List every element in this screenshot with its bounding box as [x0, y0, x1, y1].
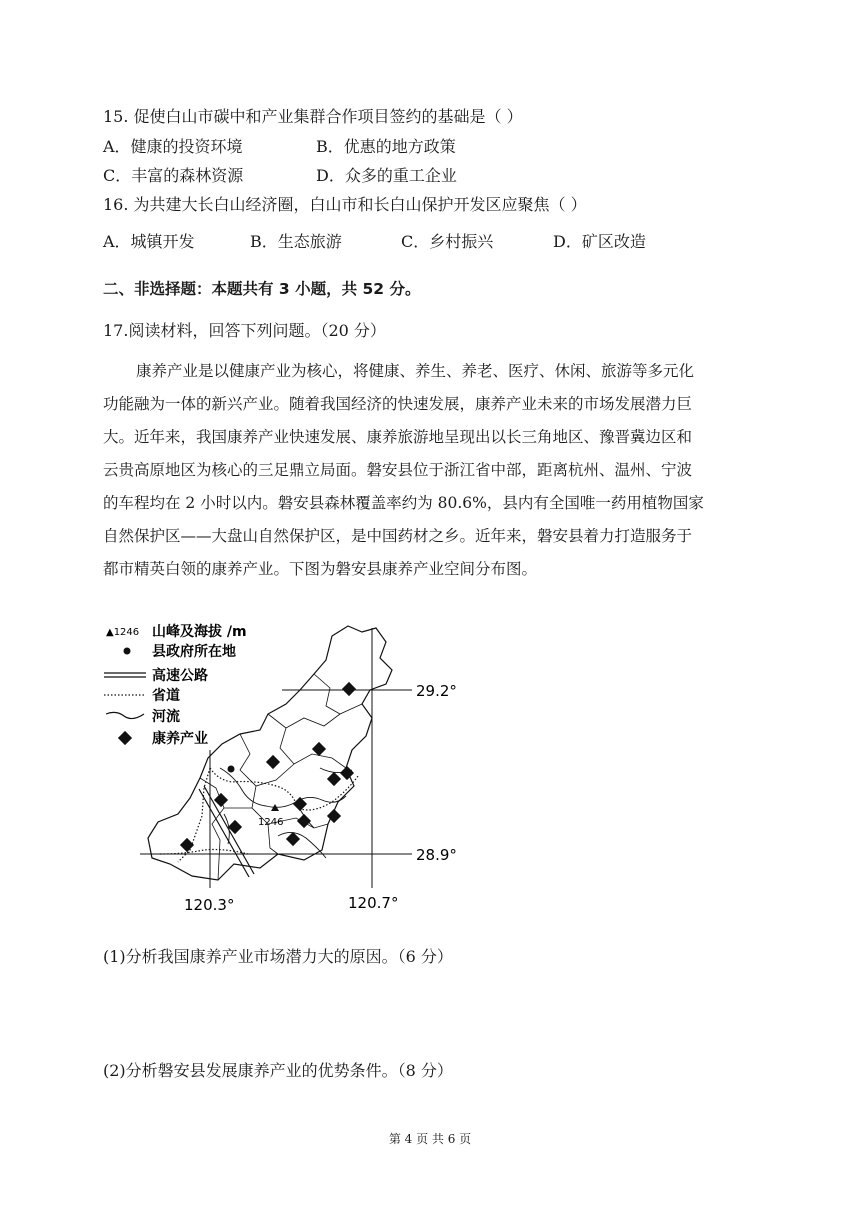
page-number: 第 4 页 共 6 页	[388, 1132, 472, 1146]
health-industry-marker	[297, 814, 311, 828]
river-icon	[106, 712, 144, 718]
health-industry-marker	[340, 766, 354, 780]
health-industry-marker	[327, 772, 341, 786]
lon-label-120-3: 120.3°	[184, 896, 235, 914]
q16-stem: 16. 为共建大长白山经济圈，白山市和长白山保护开发区应聚焦（ ）	[103, 195, 587, 214]
legend-expressway: 高速公路	[152, 668, 208, 684]
lat-label-29-2: 29.2°	[416, 682, 457, 700]
legend-peak-label: 山峰及海拔 /m	[152, 624, 247, 640]
health-industry-marker	[180, 838, 194, 852]
lon-label-120-7: 120.7°	[348, 894, 399, 912]
health-industry-marker	[312, 742, 326, 756]
q15-option-b: B．优惠的地方政策	[316, 137, 456, 156]
q17-material	[103, 355, 773, 586]
legend-provincial-road: 省道	[152, 688, 180, 704]
county-seat-marker	[228, 766, 235, 773]
health-industry-marker	[293, 797, 307, 811]
q16-option-c: C．乡村振兴	[401, 232, 494, 251]
legend-peak-symbol: ▲1246	[106, 627, 140, 638]
health-industry-icon	[118, 731, 132, 745]
q16-option-a: A．城镇开发	[103, 232, 195, 251]
health-industry-marker	[266, 755, 280, 769]
section-title: 二、非选择题：本题共有 3 小题，共 52 分。	[103, 280, 421, 298]
q17-sub2: (2)分析磐安县发展康养产业的优势条件。（8 分）	[103, 1061, 453, 1080]
peak-elevation-label: 1246	[258, 817, 284, 828]
q17-sub1: (1)分析我国康养产业市场潜力大的原因。（6 分）	[103, 947, 453, 966]
health-industry-marker	[214, 793, 228, 807]
q15-option-a: A．健康的投资环境	[103, 137, 243, 156]
material-line: 自然保护区——大盘山自然保护区，是中国药材之乡。近年来，磐安县着力打造服务于	[103, 527, 693, 545]
q16-option-d: D．矿区改造	[553, 232, 646, 251]
material-line: 功能融为一体的新兴产业。随着我国经济的快速发展，康养产业未来的市场发展潜力巨	[103, 395, 693, 413]
material-line: 的车程均在 2 小时以内。磐安县森林覆盖率约为 80.6%，县内有全国唯一药用植物国家	[103, 494, 704, 512]
map-legend	[104, 623, 247, 747]
material-line: 都市精英白领的康养产业。下图为磐安县康养产业空间分布图。	[103, 560, 538, 578]
material-line: 大。近年来，我国康养产业快速发展、康养旅游地呈现出以长三角地区、豫晋冀边区和	[103, 428, 693, 446]
q17-stem: 17.阅读材料，回答下列问题。（20 分）	[103, 321, 386, 340]
lat-label-28-9: 28.9°	[416, 846, 457, 864]
county-seat-icon	[124, 648, 131, 655]
health-industry-marker	[342, 682, 356, 696]
q15-option-d: D．众多的重工企业	[316, 166, 457, 185]
q15-option-c: C．丰富的森林资源	[103, 166, 244, 185]
q16-option-b: B．生态旅游	[250, 232, 342, 251]
legend-health-industry: 康养产业	[152, 731, 208, 747]
material-line: 云贵高原地区为核心的三足鼎立局面。磐安县位于浙江省中部，距离杭州、温州、宁波	[103, 461, 693, 479]
legend-river: 河流	[152, 709, 180, 725]
q15-stem: 15. 促使白山市碳中和产业集群合作项目签约的基础是（ ）	[103, 107, 523, 126]
legend-county-seat: 县政府所在地	[152, 644, 236, 660]
panan-health-industry-map	[100, 618, 480, 918]
material-line: 康养产业是以健康产业为核心，将健康、养生、养老、医疗、休闲、旅游等多元化	[136, 362, 695, 380]
